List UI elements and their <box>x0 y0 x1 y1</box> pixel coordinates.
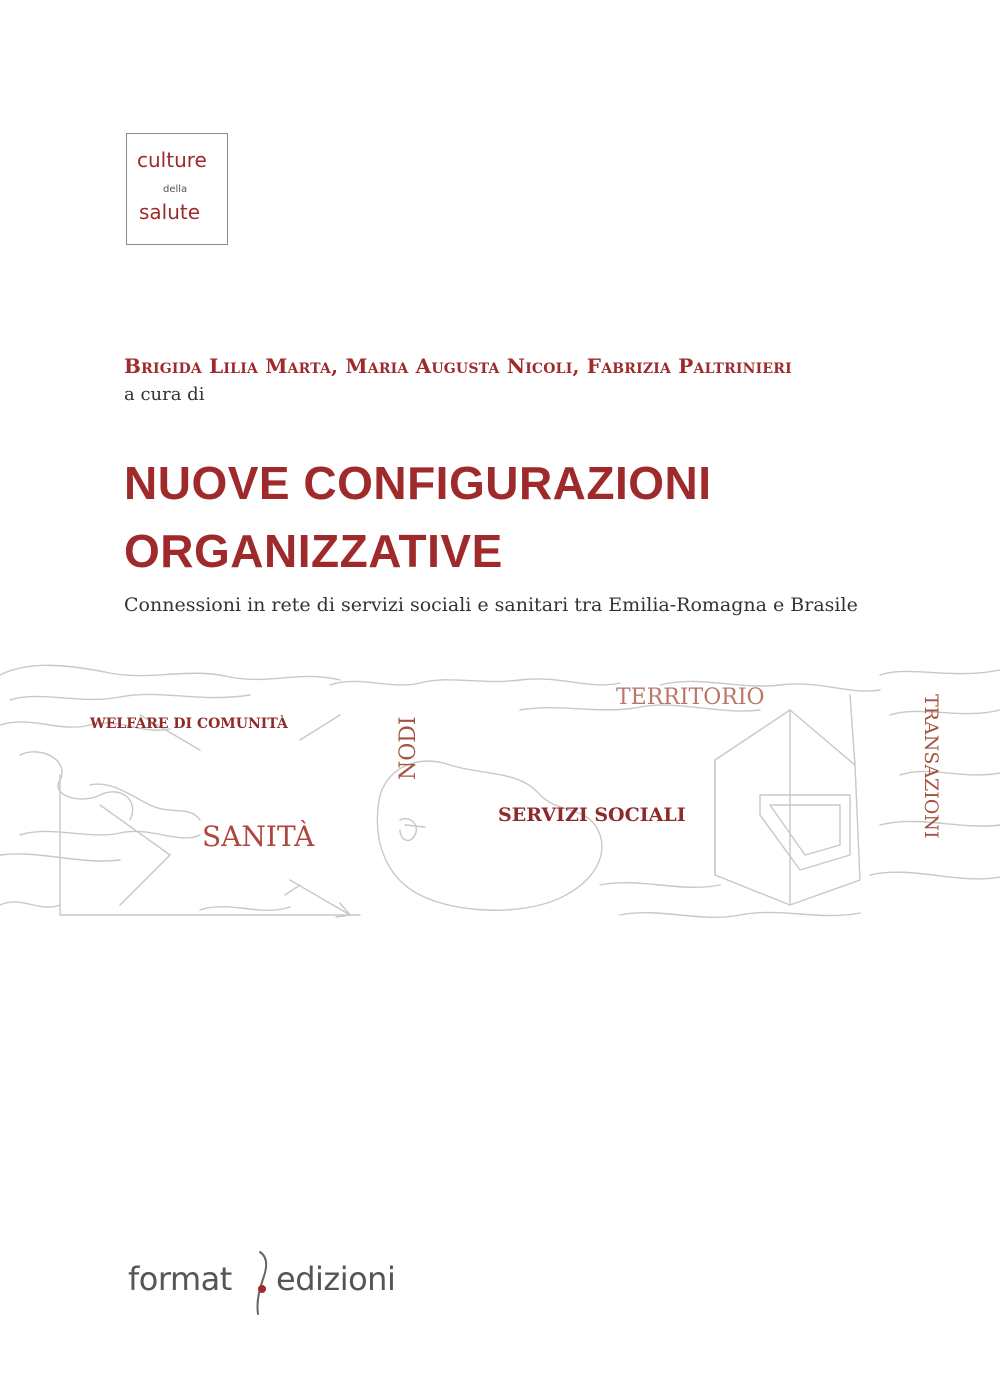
series-logo-line1: culture <box>137 148 207 172</box>
series-logo-line2: della <box>163 184 188 195</box>
keyword-nodi: NODI <box>396 716 421 780</box>
keyword-territorio: TERRITORIO <box>616 685 765 710</box>
publisher-name-left: format <box>128 1260 232 1298</box>
book-title-line1: NUOVE CONFIGURAZIONI <box>124 457 712 509</box>
series-logo-line3: salute <box>139 200 201 224</box>
editor-note: a cura di <box>124 384 205 405</box>
publisher-name-right: edizioni <box>276 1260 396 1298</box>
book-title-line2: ORGANIZZATIVE <box>124 525 503 577</box>
keyword-transazioni: TRANSAZIONI <box>920 694 942 839</box>
book-subtitle: Connessioni in rete di servizi sociali e sanitari tra Emilia-Romagna e Brasile <box>124 594 858 616</box>
sketch-illustration <box>0 655 1000 935</box>
keyword-sanita: SANITÀ <box>202 820 315 853</box>
series-logo <box>126 133 228 245</box>
keyword-servizi-sociali: SERVIZI SOCIALI <box>498 804 686 826</box>
authors: Brigida Lilia Marta, Maria Augusta Nicoli, Fabrizia Paltrinieri <box>124 354 792 378</box>
keyword-welfare: WELFARE DI COMUNITÀ <box>90 716 288 732</box>
publisher-logo <box>128 1250 428 1322</box>
